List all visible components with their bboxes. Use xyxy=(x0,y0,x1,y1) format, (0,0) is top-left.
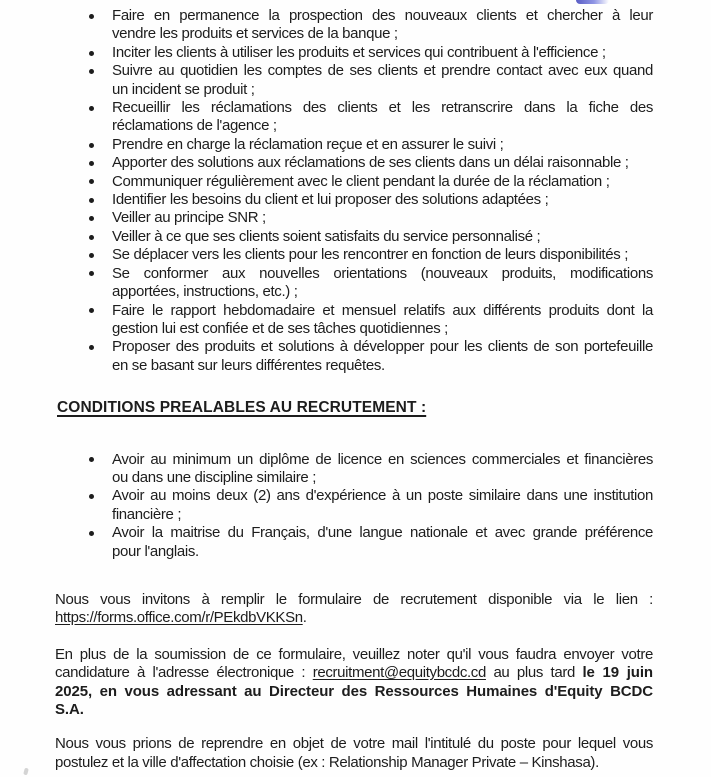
list-item-line: ou dans une discipline similaire ; xyxy=(112,468,317,486)
list-item xyxy=(112,154,653,172)
list-item-line: Se conformer aux nouvelles orientations (nouveaux produits, modifications xyxy=(112,264,653,282)
list-item xyxy=(112,191,653,209)
paragraph-text: candidature à l'adresse électronique : xyxy=(55,664,306,682)
list-item-line: Identifier les besoins du client et lui proposer des solutions adaptées ; xyxy=(112,191,549,209)
list-item-line: Se déplacer vers les clients pour les rencontrer en fonction de leurs disponibilités ; xyxy=(112,246,629,264)
list-item xyxy=(112,209,653,227)
bullet-icon xyxy=(89,345,94,350)
paragraph-line: postulez et la ville d'affectation choisie (ex : Relationship Manager Private – Kinshasa). xyxy=(55,753,599,771)
paragraph-line: S.A. xyxy=(55,701,84,718)
section-heading: CONDITIONS PREALABLES AU RECRUTEMENT : xyxy=(57,399,427,417)
list-item-line: Veiller au principe SNR ; xyxy=(112,209,266,227)
bullet-icon xyxy=(89,198,94,203)
bullet-icon xyxy=(89,494,94,499)
bullet-icon xyxy=(89,216,94,221)
list-item-line: Apporter des solutions aux réclamations de ses clients dans un délai raisonnable ; xyxy=(112,154,629,172)
deadline-text: le 19 juin xyxy=(582,664,653,682)
paragraph-line xyxy=(55,664,653,682)
list-item-line: en se basant sur leurs différentes requêtes. xyxy=(112,356,385,374)
list-item-line: réclamations de l'agence ; xyxy=(112,117,277,135)
list-item-line: Faire en permanence la prospection des nouveaux clients et chercher à leur xyxy=(112,7,653,24)
bullet-icon xyxy=(89,253,94,258)
bullet-icon xyxy=(89,308,94,313)
list-item xyxy=(112,524,653,561)
list-item-line: Avoir au moins deux (2) ans d'expérience à un poste similaire dans une institution xyxy=(112,487,653,505)
submission-paragraph xyxy=(55,646,653,720)
list-item-line: Suivre au quotidien les comptes de ses clients et prendre contact avec eux quand xyxy=(112,62,653,80)
bullet-icon xyxy=(89,179,94,184)
bullet-icon xyxy=(89,271,94,276)
list-item xyxy=(112,99,653,136)
bullet-icon xyxy=(89,235,94,240)
list-item xyxy=(112,173,653,191)
paragraph-line: Nous vous prions de reprendre en objet de votre mail l'intitulé du poste pour lequel vous xyxy=(55,735,653,753)
list-item-line: Avoir au minimum un diplôme de licence en sciences commerciales et financières xyxy=(112,450,653,468)
bullet-icon xyxy=(89,106,94,111)
list-item-line: Inciter les clients à utiliser les produits et services qui contribuent à l'efficience ; xyxy=(112,43,606,61)
form-link[interactable]: https://forms.office.com/r/PEkdbVKKSn xyxy=(55,609,303,627)
list-item-line: un incident se produit ; xyxy=(112,80,255,98)
list-item xyxy=(112,487,653,524)
bullet-icon xyxy=(89,51,94,56)
list-item xyxy=(112,228,653,246)
conditions-list xyxy=(0,451,711,561)
invitation-paragraph xyxy=(55,591,653,628)
list-item xyxy=(112,338,653,375)
list-item xyxy=(112,62,653,99)
list-item xyxy=(112,44,653,62)
list-item-line: gestion lui est confiée et de ses tâches quotidiennes ; xyxy=(112,319,448,337)
list-item xyxy=(112,246,653,264)
blue-stamp-mark xyxy=(576,0,609,4)
email-link[interactable]: recruitment@equitybcdc.cd xyxy=(312,664,486,682)
list-item-line: Recueillir les réclamations des clients et les retranscrire dans la fiche des xyxy=(112,99,653,117)
list-item-line: Avoir la maitrise du Français, d'une langue nationale et avec grande préférence xyxy=(112,524,653,542)
paragraph-line: Nous vous invitons à remplir le formulaire de recrutement disponible via le lien : xyxy=(55,590,653,608)
bullet-icon xyxy=(89,69,94,74)
scan-speck xyxy=(23,768,29,776)
list-item-line: apportées, instructions, etc.) ; xyxy=(112,283,298,301)
list-item-line: Communiquer régulièrement avec le client pendant la durée de la réclamation ; xyxy=(112,172,610,190)
bullet-icon xyxy=(89,143,94,148)
bullet-icon xyxy=(89,457,94,462)
list-item xyxy=(112,7,653,44)
list-item xyxy=(112,265,653,302)
list-item-line: financière ; xyxy=(112,505,182,523)
paragraph-line: En plus de la soumission de ce formulaire, veuillez noter qu'il vous faudra envoyer votre xyxy=(55,645,653,663)
bullet-icon xyxy=(89,161,94,166)
list-item-line: Faire le rapport hebdomadaire et mensuel relatifs aux différents produits dont la xyxy=(112,301,653,319)
bullet-icon xyxy=(89,531,94,536)
paragraph-line xyxy=(55,609,653,627)
list-item-line: Veiller à ce que ses clients soient satisfaits du service personnalisé ; xyxy=(112,227,541,245)
list-item xyxy=(112,302,653,339)
list-item-line: vendre les produits et services de la banque ; xyxy=(112,25,398,43)
responsibilities-list xyxy=(0,7,711,375)
paragraph-line: 2025, en vous adressant au Directeur des Ressources Humaines d'Equity BCDC xyxy=(55,682,653,700)
bullet-icon xyxy=(89,14,94,19)
paragraph-text: au plus tard xyxy=(493,664,575,682)
link-suffix: . xyxy=(302,609,307,627)
closing-paragraph xyxy=(55,735,653,772)
list-item xyxy=(112,451,653,488)
list-item-line: pour l'anglais. xyxy=(112,542,199,560)
list-item-line: Prendre en charge la réclamation reçue et en assurer le suivi ; xyxy=(112,135,504,153)
list-item-line: Proposer des produits et solutions à développer pour les clients de son portefeuille xyxy=(112,338,653,356)
list-item xyxy=(112,136,653,154)
